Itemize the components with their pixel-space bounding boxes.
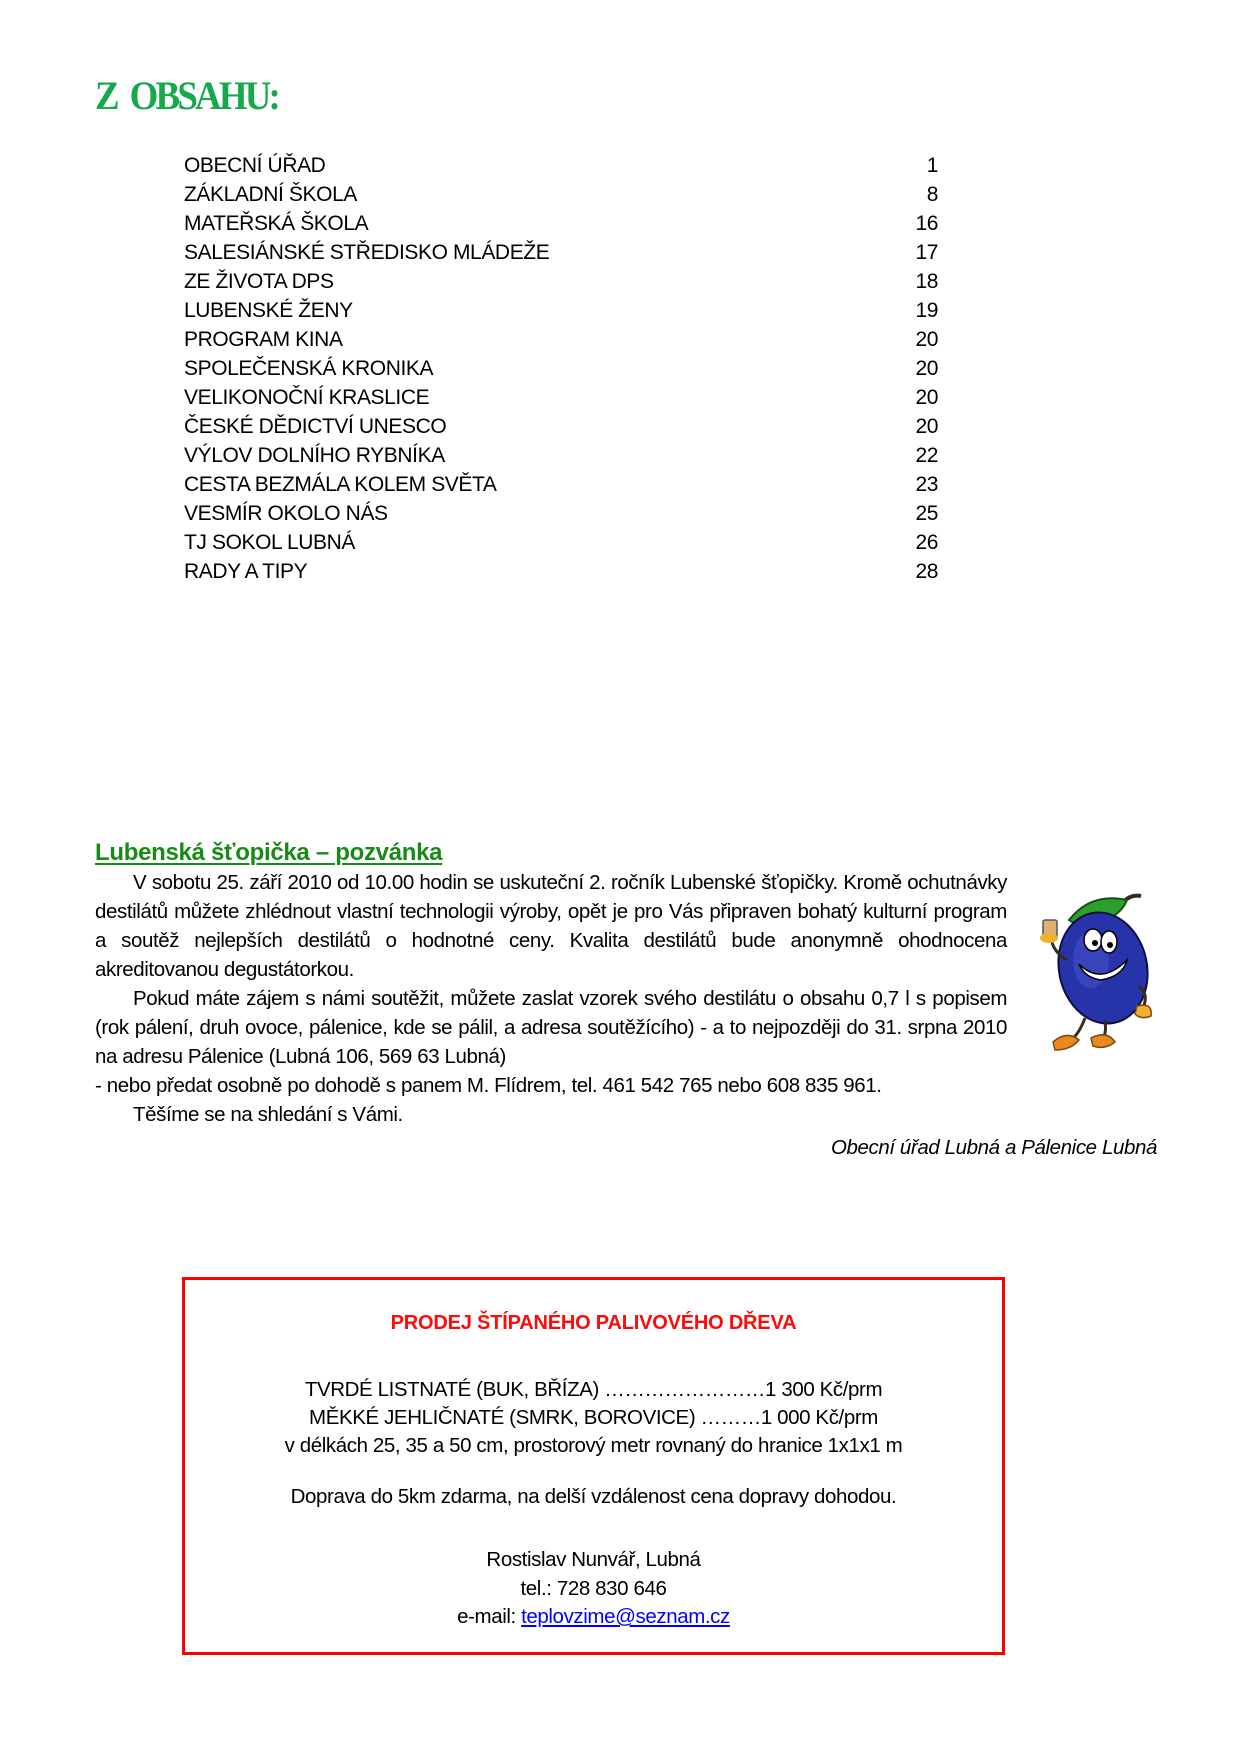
- article-body: [95, 868, 1157, 1162]
- toc-label: OBECNÍ ÚŘAD: [184, 154, 326, 177]
- toc-page: 26: [915, 531, 938, 554]
- toc-label: RADY A TIPY: [184, 560, 308, 583]
- contact-email-line: [185, 1602, 1002, 1631]
- toc-row: [184, 209, 938, 238]
- toc-row: [184, 441, 938, 470]
- toc-row: [184, 267, 938, 296]
- email-label: e-mail:: [457, 1605, 522, 1628]
- dimensions-line: v délkách 25, 35 a 50 cm, prostorový metr rovnaný do hranice 1x1x1 m: [284, 1434, 903, 1457]
- toc-page: 23: [915, 473, 938, 496]
- toc-page: 19: [915, 299, 938, 322]
- toc-page: 20: [915, 415, 938, 438]
- price-line-hardwood: TVRDÉ LISTNATÉ (BUK, BŘÍZA) ……………………1 300 Kč/prm: [304, 1378, 883, 1401]
- toc-row: [184, 528, 938, 557]
- toc-row: [184, 238, 938, 267]
- toc-row: [184, 470, 938, 499]
- toc-label: VÝLOV DOLNÍHO RYBNÍKA: [184, 444, 445, 467]
- article-paragraph: Těšíme se na shledání s Vámi.: [133, 1103, 403, 1126]
- toc-row: [184, 296, 938, 325]
- toc-label: ČESKÉ DĚDICTVÍ UNESCO: [184, 415, 447, 438]
- toc-label: PROGRAM KINA: [184, 328, 343, 351]
- toc-label: VELIKONOČNÍ KRASLICE: [184, 386, 430, 409]
- article-paragraph: Pokud máte zájem s námi soutěžit, můžete zaslat vzorek svého destilátu o obsahu 0,7 l s popisem (rok pálení, druh ovoce, pálenice, kde se pálil, a adresa soutěžícího) - a to nejpozději do 31. srpna 2010 na adresu Pálenice (Lubná 106, 569 63 Lubná): [95, 987, 1007, 1068]
- toc-label: LUBENSKÉ ŽENY: [184, 299, 353, 322]
- toc-page: 20: [915, 386, 938, 409]
- article-paragraph: - nebo předat osobně po dohodě s panem M. Flídrem, tel. 461 542 765 nebo 608 835 961.: [95, 1074, 882, 1097]
- toc-label: ZE ŽIVOTA DPS: [184, 270, 334, 293]
- toc-row: [184, 412, 938, 441]
- table-of-contents: [184, 151, 938, 586]
- toc-page: 28: [915, 560, 938, 583]
- toc-label: TJ SOKOL LUBNÁ: [184, 531, 356, 554]
- article-stopicka-invitation: [95, 838, 1157, 1162]
- contact-name: Rostislav Nunvář, Lubná: [486, 1548, 701, 1571]
- contact-phone: tel.: 728 830 646: [520, 1577, 667, 1600]
- toc-label: SPOLEČENSKÁ KRONIKA: [184, 357, 434, 380]
- toc-label: MATEŘSKÁ ŠKOLA: [184, 212, 369, 235]
- toc-row: [184, 383, 938, 412]
- toc-label: SALESIÁNSKÉ STŘEDISKO MLÁDEŽE: [184, 241, 550, 264]
- toc-row: [184, 557, 938, 586]
- toc-label: VESMÍR OKOLO NÁS: [184, 502, 388, 525]
- article-heading: Lubenská šťopička – pozvánka: [95, 839, 443, 866]
- toc-row: [184, 354, 938, 383]
- toc-page: 20: [915, 357, 938, 380]
- toc-label: ZÁKLADNÍ ŠKOLA: [184, 183, 357, 206]
- toc-row: [184, 180, 938, 209]
- toc-row: [184, 499, 938, 528]
- toc-page: 18: [915, 270, 938, 293]
- toc-page: 1: [926, 154, 938, 177]
- toc-page: 16: [915, 212, 938, 235]
- article-paragraph: V sobotu 25. září 2010 od 10.00 hodin se uskuteční 2. ročník Lubenské šťopičky. Kromě ochutnávky destilátů můžete zhlédnout vlastní technologii výroby, opět je pro Vás připraven bohatý kulturní program a soutěž nejlepších destilátů o hodnotné ceny. Kvalita destilátů bude anonymně ohodnocena akreditovanou degustátorkou.: [95, 871, 1007, 981]
- page-title: Z OBSAHU:: [95, 73, 279, 118]
- toc-label: CESTA BEZMÁLA KOLEM SVĚTA: [184, 473, 497, 496]
- plum-mascot-icon: [1031, 890, 1157, 1055]
- toc-page: 20: [915, 328, 938, 351]
- toc-page: 22: [915, 444, 938, 467]
- email-link[interactable]: teplovzime@seznam.cz: [521, 1605, 730, 1628]
- toc-row: [184, 151, 938, 180]
- price-line-softwood: MĚKKÉ JEHLIČNATÉ (SMRK, BOROVICE) ………1 000 Kč/prm: [309, 1406, 878, 1429]
- toc-row: [184, 325, 938, 354]
- article-signature: Obecní úřad Lubná a Pálenice Lubná: [830, 1136, 1157, 1159]
- toc-page: 17: [915, 241, 938, 264]
- firewood-sale-box: [182, 1277, 1005, 1655]
- toc-page: 8: [926, 183, 938, 206]
- transport-line: Doprava do 5km zdarma, na delší vzdálenost cena dopravy dohodou.: [290, 1485, 897, 1508]
- toc-page: 25: [915, 502, 938, 525]
- sale-title: PRODEJ ŠTÍPANÉHO PALIVOVÉHO DŘEVA: [390, 1312, 797, 1334]
